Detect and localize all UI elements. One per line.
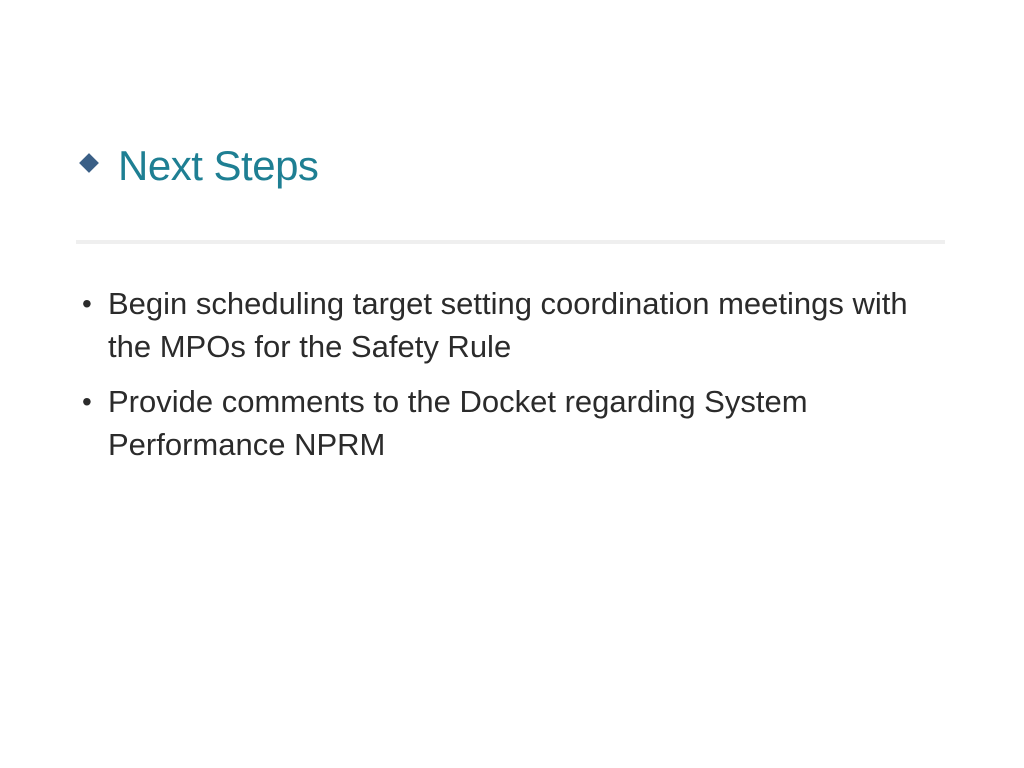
title-divider [76,240,945,244]
slide-title: Next Steps [118,142,319,189]
bullet-dot-icon: • [82,386,92,417]
bullet-text: Begin scheduling target setting coordination meetings with the MPOs for the Safety Rule [108,286,908,364]
title-row [76,136,318,196]
list-item [80,282,940,368]
bullet-text: Provide comments to the Docket regarding System Performance NPRM [108,384,808,462]
bullet-dot-icon: • [82,288,92,319]
list-item [80,380,940,466]
bullet-list [80,282,940,478]
diamond-icon [79,153,99,173]
